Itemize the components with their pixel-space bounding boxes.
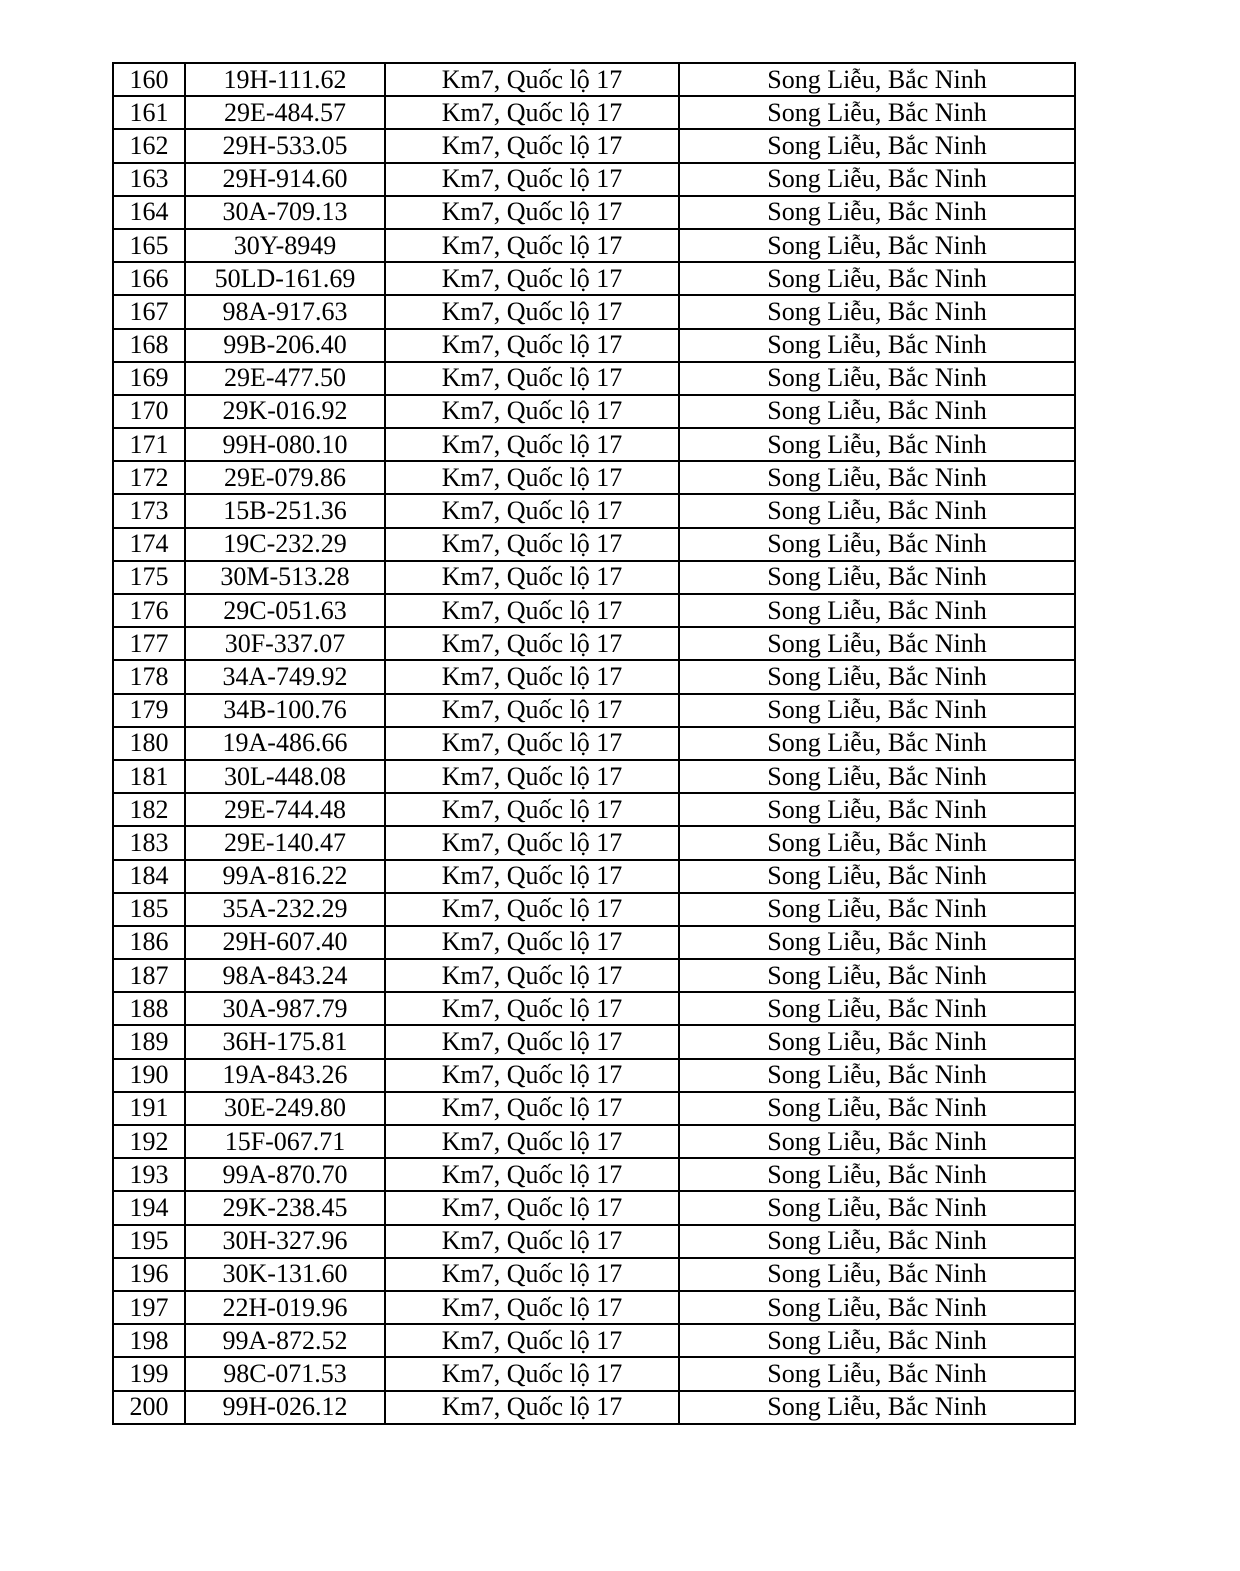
table-row (113, 926, 1075, 959)
license-plate-cell: 19C-232.29 (185, 528, 385, 561)
address-cell: Song Liễu, Bắc Ninh (679, 561, 1075, 594)
row-number-cell: 180 (113, 727, 185, 760)
row-number-cell: 184 (113, 860, 185, 893)
row-number-cell: 172 (113, 461, 185, 494)
location-cell: Km7, Quốc lộ 17 (385, 528, 679, 561)
table-body (113, 63, 1075, 1424)
license-plate-cell: 30L-448.08 (185, 760, 385, 793)
table-row (113, 627, 1075, 660)
row-number-cell: 191 (113, 1092, 185, 1125)
row-number-cell: 187 (113, 959, 185, 992)
location-cell: Km7, Quốc lộ 17 (385, 96, 679, 129)
table-row (113, 229, 1075, 262)
license-plate-cell: 99A-816.22 (185, 860, 385, 893)
location-cell: Km7, Quốc lộ 17 (385, 362, 679, 395)
address-cell: Song Liễu, Bắc Ninh (679, 1225, 1075, 1258)
location-cell: Km7, Quốc lộ 17 (385, 1357, 679, 1390)
license-plate-cell: 29H-607.40 (185, 926, 385, 959)
address-cell: Song Liễu, Bắc Ninh (679, 196, 1075, 229)
address-cell: Song Liễu, Bắc Ninh (679, 1158, 1075, 1191)
row-number-cell: 197 (113, 1291, 185, 1324)
row-number-cell: 179 (113, 694, 185, 727)
table-row (113, 1059, 1075, 1092)
location-cell: Km7, Quốc lộ 17 (385, 1324, 679, 1357)
license-plate-cell: 29H-533.05 (185, 129, 385, 162)
row-number-cell: 160 (113, 63, 185, 96)
table-row (113, 760, 1075, 793)
address-cell: Song Liễu, Bắc Ninh (679, 926, 1075, 959)
table-row (113, 163, 1075, 196)
row-number-cell: 166 (113, 262, 185, 295)
address-cell: Song Liễu, Bắc Ninh (679, 594, 1075, 627)
row-number-cell: 173 (113, 494, 185, 527)
license-plate-cell: 99A-872.52 (185, 1324, 385, 1357)
location-cell: Km7, Quốc lộ 17 (385, 229, 679, 262)
license-plate-cell: 34A-749.92 (185, 660, 385, 693)
location-cell: Km7, Quốc lộ 17 (385, 1092, 679, 1125)
license-plate-cell: 29K-238.45 (185, 1191, 385, 1224)
table-row (113, 196, 1075, 229)
table-row (113, 96, 1075, 129)
address-cell: Song Liễu, Bắc Ninh (679, 295, 1075, 328)
row-number-cell: 177 (113, 627, 185, 660)
row-number-cell: 164 (113, 196, 185, 229)
row-number-cell: 178 (113, 660, 185, 693)
location-cell: Km7, Quốc lộ 17 (385, 1258, 679, 1291)
table-row (113, 727, 1075, 760)
address-cell: Song Liễu, Bắc Ninh (679, 660, 1075, 693)
location-cell: Km7, Quốc lộ 17 (385, 494, 679, 527)
table-row (113, 1158, 1075, 1191)
address-cell: Song Liễu, Bắc Ninh (679, 329, 1075, 362)
address-cell: Song Liễu, Bắc Ninh (679, 1125, 1075, 1158)
address-cell: Song Liễu, Bắc Ninh (679, 1191, 1075, 1224)
table-row (113, 1258, 1075, 1291)
table-row (113, 63, 1075, 96)
license-plate-cell: 99H-080.10 (185, 428, 385, 461)
license-plate-cell: 29K-016.92 (185, 395, 385, 428)
table-row (113, 594, 1075, 627)
row-number-cell: 169 (113, 362, 185, 395)
table-row (113, 660, 1075, 693)
table-row (113, 893, 1075, 926)
address-cell: Song Liễu, Bắc Ninh (679, 627, 1075, 660)
table-row (113, 694, 1075, 727)
row-number-cell: 198 (113, 1324, 185, 1357)
license-plate-cell: 99B-206.40 (185, 329, 385, 362)
address-cell: Song Liễu, Bắc Ninh (679, 229, 1075, 262)
table-row (113, 528, 1075, 561)
license-plate-cell: 19A-843.26 (185, 1059, 385, 1092)
location-cell: Km7, Quốc lộ 17 (385, 760, 679, 793)
address-cell: Song Liễu, Bắc Ninh (679, 992, 1075, 1025)
table-row (113, 461, 1075, 494)
table-row (113, 295, 1075, 328)
table-row (113, 1391, 1075, 1424)
address-cell: Song Liễu, Bắc Ninh (679, 1025, 1075, 1058)
license-plate-cell: 22H-019.96 (185, 1291, 385, 1324)
address-cell: Song Liễu, Bắc Ninh (679, 760, 1075, 793)
row-number-cell: 181 (113, 760, 185, 793)
license-plate-cell: 34B-100.76 (185, 694, 385, 727)
location-cell: Km7, Quốc lộ 17 (385, 926, 679, 959)
license-plate-cell: 29E-079.86 (185, 461, 385, 494)
row-number-cell: 199 (113, 1357, 185, 1390)
row-number-cell: 186 (113, 926, 185, 959)
row-number-cell: 192 (113, 1125, 185, 1158)
license-plate-cell: 98A-917.63 (185, 295, 385, 328)
location-cell: Km7, Quốc lộ 17 (385, 1291, 679, 1324)
row-number-cell: 161 (113, 96, 185, 129)
row-number-cell: 189 (113, 1025, 185, 1058)
license-plate-cell: 30Y-8949 (185, 229, 385, 262)
table-row (113, 959, 1075, 992)
location-cell: Km7, Quốc lộ 17 (385, 163, 679, 196)
row-number-cell: 171 (113, 428, 185, 461)
location-cell: Km7, Quốc lộ 17 (385, 129, 679, 162)
address-cell: Song Liễu, Bắc Ninh (679, 494, 1075, 527)
address-cell: Song Liễu, Bắc Ninh (679, 528, 1075, 561)
table-row (113, 395, 1075, 428)
location-cell: Km7, Quốc lộ 17 (385, 594, 679, 627)
address-cell: Song Liễu, Bắc Ninh (679, 461, 1075, 494)
row-number-cell: 195 (113, 1225, 185, 1258)
address-cell: Song Liễu, Bắc Ninh (679, 1092, 1075, 1125)
location-cell: Km7, Quốc lộ 17 (385, 694, 679, 727)
location-cell: Km7, Quốc lộ 17 (385, 1125, 679, 1158)
license-plate-cell: 30E-249.80 (185, 1092, 385, 1125)
location-cell: Km7, Quốc lộ 17 (385, 893, 679, 926)
location-cell: Km7, Quốc lộ 17 (385, 860, 679, 893)
address-cell: Song Liễu, Bắc Ninh (679, 63, 1075, 96)
table-row (113, 561, 1075, 594)
row-number-cell: 165 (113, 229, 185, 262)
location-cell: Km7, Quốc lộ 17 (385, 1059, 679, 1092)
location-cell: Km7, Quốc lộ 17 (385, 1191, 679, 1224)
location-cell: Km7, Quốc lộ 17 (385, 660, 679, 693)
address-cell: Song Liễu, Bắc Ninh (679, 727, 1075, 760)
row-number-cell: 193 (113, 1158, 185, 1191)
address-cell: Song Liễu, Bắc Ninh (679, 893, 1075, 926)
location-cell: Km7, Quốc lộ 17 (385, 992, 679, 1025)
table-row (113, 362, 1075, 395)
license-plate-cell: 30H-327.96 (185, 1225, 385, 1258)
location-cell: Km7, Quốc lộ 17 (385, 793, 679, 826)
row-number-cell: 175 (113, 561, 185, 594)
license-plate-cell: 35A-232.29 (185, 893, 385, 926)
table-row (113, 860, 1075, 893)
table-row (113, 793, 1075, 826)
location-cell: Km7, Quốc lộ 17 (385, 196, 679, 229)
address-cell: Song Liễu, Bắc Ninh (679, 428, 1075, 461)
address-cell: Song Liễu, Bắc Ninh (679, 395, 1075, 428)
license-plate-cell: 30A-709.13 (185, 196, 385, 229)
license-plate-cell: 30A-987.79 (185, 992, 385, 1025)
license-plate-cell: 99H-026.12 (185, 1391, 385, 1424)
address-cell: Song Liễu, Bắc Ninh (679, 1258, 1075, 1291)
table-row (113, 1324, 1075, 1357)
license-plate-cell: 19A-486.66 (185, 727, 385, 760)
row-number-cell: 196 (113, 1258, 185, 1291)
address-cell: Song Liễu, Bắc Ninh (679, 1357, 1075, 1390)
license-plate-cell: 29C-051.63 (185, 594, 385, 627)
license-plate-cell: 29H-914.60 (185, 163, 385, 196)
table-row (113, 1025, 1075, 1058)
license-plate-cell: 15F-067.71 (185, 1125, 385, 1158)
row-number-cell: 200 (113, 1391, 185, 1424)
license-plate-cell: 98C-071.53 (185, 1357, 385, 1390)
address-cell: Song Liễu, Bắc Ninh (679, 163, 1075, 196)
table-row (113, 1092, 1075, 1125)
table-row (113, 428, 1075, 461)
address-cell: Song Liễu, Bắc Ninh (679, 129, 1075, 162)
row-number-cell: 194 (113, 1191, 185, 1224)
license-plate-cell: 30F-337.07 (185, 627, 385, 660)
location-cell: Km7, Quốc lộ 17 (385, 428, 679, 461)
table-row (113, 329, 1075, 362)
address-cell: Song Liễu, Bắc Ninh (679, 1391, 1075, 1424)
address-cell: Song Liễu, Bắc Ninh (679, 96, 1075, 129)
license-plate-cell: 99A-870.70 (185, 1158, 385, 1191)
table-row (113, 1191, 1075, 1224)
table-row (113, 1291, 1075, 1324)
location-cell: Km7, Quốc lộ 17 (385, 1225, 679, 1258)
license-plate-cell: 30M-513.28 (185, 561, 385, 594)
license-plate-cell: 30K-131.60 (185, 1258, 385, 1291)
license-plate-cell: 98A-843.24 (185, 959, 385, 992)
table-row (113, 262, 1075, 295)
address-cell: Song Liễu, Bắc Ninh (679, 362, 1075, 395)
table-row (113, 1357, 1075, 1390)
row-number-cell: 183 (113, 826, 185, 859)
location-cell: Km7, Quốc lộ 17 (385, 627, 679, 660)
license-plate-cell: 19H-111.62 (185, 63, 385, 96)
row-number-cell: 162 (113, 129, 185, 162)
row-number-cell: 167 (113, 295, 185, 328)
address-cell: Song Liễu, Bắc Ninh (679, 1324, 1075, 1357)
address-cell: Song Liễu, Bắc Ninh (679, 694, 1075, 727)
table-row (113, 826, 1075, 859)
location-cell: Km7, Quốc lộ 17 (385, 1158, 679, 1191)
license-plate-cell: 29E-140.47 (185, 826, 385, 859)
row-number-cell: 188 (113, 992, 185, 1025)
location-cell: Km7, Quốc lộ 17 (385, 727, 679, 760)
address-cell: Song Liễu, Bắc Ninh (679, 826, 1075, 859)
location-cell: Km7, Quốc lộ 17 (385, 826, 679, 859)
license-plate-cell: 29E-484.57 (185, 96, 385, 129)
location-cell: Km7, Quốc lộ 17 (385, 63, 679, 96)
table-row (113, 494, 1075, 527)
row-number-cell: 174 (113, 528, 185, 561)
location-cell: Km7, Quốc lộ 17 (385, 395, 679, 428)
license-plate-cell: 29E-744.48 (185, 793, 385, 826)
location-cell: Km7, Quốc lộ 17 (385, 1391, 679, 1424)
table-row (113, 129, 1075, 162)
address-cell: Song Liễu, Bắc Ninh (679, 1291, 1075, 1324)
row-number-cell: 168 (113, 329, 185, 362)
row-number-cell: 170 (113, 395, 185, 428)
row-number-cell: 190 (113, 1059, 185, 1092)
table-row (113, 1225, 1075, 1258)
row-number-cell: 185 (113, 893, 185, 926)
location-cell: Km7, Quốc lộ 17 (385, 1025, 679, 1058)
license-plate-cell: 29E-477.50 (185, 362, 385, 395)
location-cell: Km7, Quốc lộ 17 (385, 461, 679, 494)
location-cell: Km7, Quốc lộ 17 (385, 561, 679, 594)
address-cell: Song Liễu, Bắc Ninh (679, 262, 1075, 295)
license-plate-cell: 50LD-161.69 (185, 262, 385, 295)
location-cell: Km7, Quốc lộ 17 (385, 295, 679, 328)
location-cell: Km7, Quốc lộ 17 (385, 329, 679, 362)
location-cell: Km7, Quốc lộ 17 (385, 959, 679, 992)
row-number-cell: 176 (113, 594, 185, 627)
address-cell: Song Liễu, Bắc Ninh (679, 959, 1075, 992)
row-number-cell: 182 (113, 793, 185, 826)
license-plate-cell: 36H-175.81 (185, 1025, 385, 1058)
row-number-cell: 163 (113, 163, 185, 196)
table-row (113, 992, 1075, 1025)
address-cell: Song Liễu, Bắc Ninh (679, 793, 1075, 826)
location-cell: Km7, Quốc lộ 17 (385, 262, 679, 295)
table-row (113, 1125, 1075, 1158)
license-plate-cell: 15B-251.36 (185, 494, 385, 527)
address-cell: Song Liễu, Bắc Ninh (679, 1059, 1075, 1092)
address-cell: Song Liễu, Bắc Ninh (679, 860, 1075, 893)
violation-table (112, 62, 1076, 1425)
